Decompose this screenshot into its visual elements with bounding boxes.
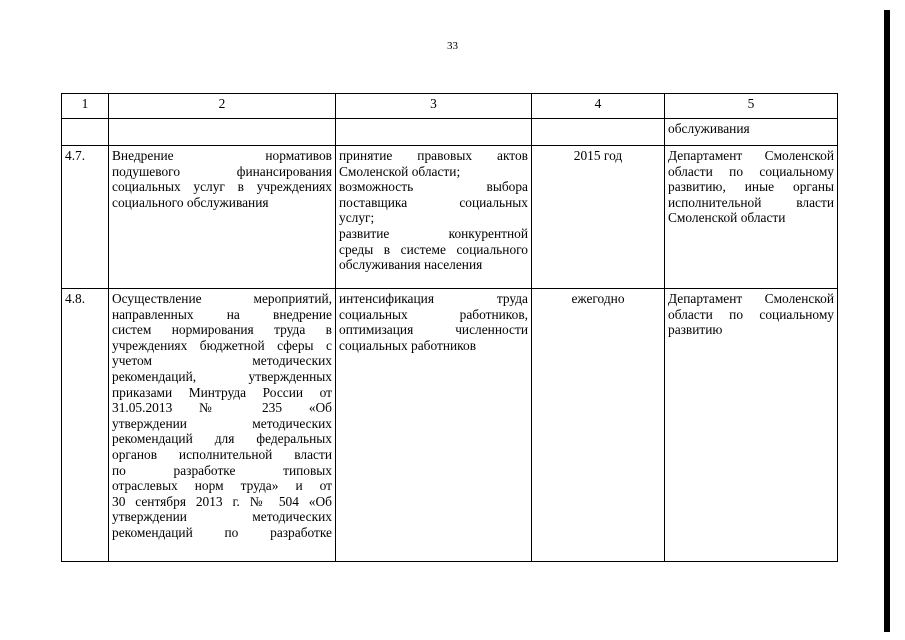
table-row [62, 289, 838, 562]
result-line: услуг; [339, 210, 375, 226]
cont-cell-5: обслуживания [665, 119, 838, 146]
activity-line: рекомендаций, утвержденных [112, 368, 332, 384]
result-line: среды в системе социального [339, 241, 528, 257]
header-col-5: 5 [665, 94, 838, 119]
activity-line: учреждениях бюджетной сферы с [112, 337, 332, 353]
result-line: развитие конкурентной [339, 225, 528, 241]
scan-edge-bar [884, 10, 890, 632]
header-col-2: 2 [109, 94, 336, 119]
activity-line: подушевого финансирования [112, 163, 332, 179]
responsible-line: развитию, иные органы [668, 179, 834, 195]
activity-line: рекомендаций для федеральных [112, 431, 332, 447]
measures-table [61, 93, 838, 562]
result-line: социальных работников, [339, 306, 528, 322]
result-line: обслуживания населения [339, 257, 483, 273]
responsible-line: Смоленской области [668, 210, 786, 226]
term-cell: ежегодно [532, 289, 665, 562]
activity-line: отраслевых норм труда» и от [112, 478, 332, 494]
result-line: Смоленской области; [339, 163, 461, 179]
cont-cell-3 [336, 119, 532, 146]
activity-line: органов исполнительной власти [112, 446, 332, 462]
result-line: поставщика социальных [339, 194, 528, 210]
table-row [62, 146, 838, 289]
responsible-cell [665, 289, 838, 562]
activity-line: Внедрение нормативов [112, 148, 332, 163]
activity-cell [109, 289, 336, 562]
responsible-line: исполнительной власти [668, 194, 834, 210]
responsible-line: Департамент Смоленской [668, 291, 834, 306]
responsible-line: Департамент Смоленской [668, 148, 834, 163]
responsible-line: области по социальному [668, 163, 834, 179]
activity-line: учетом методических [112, 353, 332, 369]
header-col-3: 3 [336, 94, 532, 119]
row-number: 4.8. [62, 289, 109, 562]
activity-line: социального обслуживания [112, 194, 269, 210]
table-header-row [62, 94, 838, 119]
result-cell [336, 146, 532, 289]
term-cell: 2015 год [532, 146, 665, 289]
cont-cell-1 [62, 119, 109, 146]
activity-line: рекомендаций по разработке [112, 524, 332, 540]
activity-line: Осуществление мероприятий, [112, 291, 332, 306]
responsible-line: области по социальному [668, 306, 834, 322]
row-number: 4.7. [62, 146, 109, 289]
result-line: интенсификация труда [339, 291, 528, 306]
activity-line: утверждении методических [112, 509, 332, 525]
result-cell [336, 289, 532, 562]
header-col-4: 4 [532, 94, 665, 119]
result-line: социальных работников [339, 337, 477, 353]
activity-line: систем нормирования труда в [112, 322, 332, 338]
result-line: возможность выбора [339, 179, 528, 195]
activity-line: 31.05.2013 № 235 «Об [112, 400, 332, 416]
continuation-row [62, 119, 838, 146]
activity-line: 30 сентября 2013 г. № 504 «Об [112, 493, 332, 509]
activity-line: утверждении методических [112, 415, 332, 431]
responsible-cell [665, 146, 838, 289]
activity-line: социальных услуг в учреждениях [112, 179, 332, 195]
activity-cell [109, 146, 336, 289]
responsible-line: развитию [668, 322, 723, 338]
cont-cell-4 [532, 119, 665, 146]
activity-line: приказами Минтруда России от [112, 384, 332, 400]
activity-line: направленных на внедрение [112, 306, 332, 322]
cont-cell-2 [109, 119, 336, 146]
page-number: 33 [447, 40, 458, 52]
header-col-1: 1 [62, 94, 109, 119]
result-line: оптимизация численности [339, 322, 528, 338]
activity-line: по разработке типовых [112, 462, 332, 478]
result-line: принятие правовых актов [339, 148, 528, 163]
